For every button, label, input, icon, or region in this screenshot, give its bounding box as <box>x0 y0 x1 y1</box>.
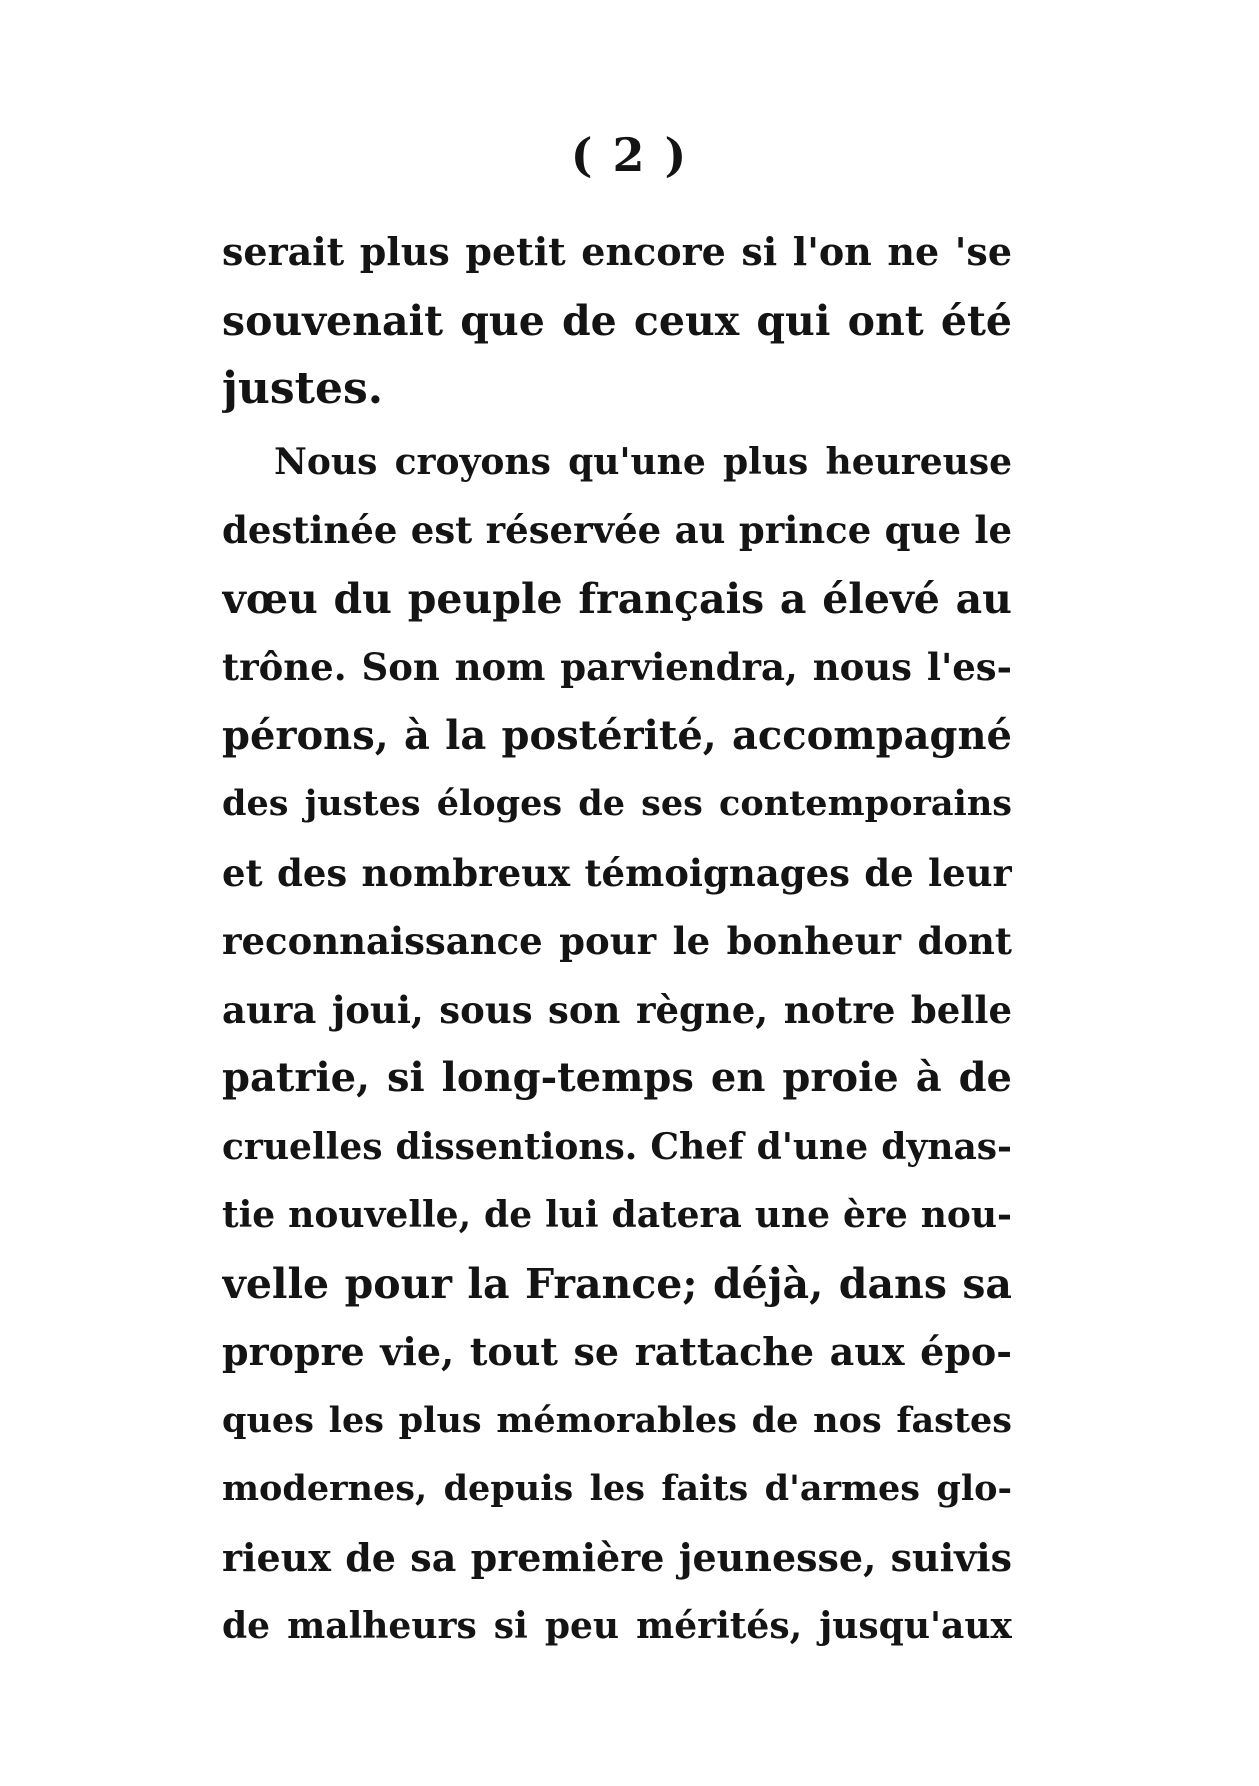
text-line: ques les plus mémorables de nos fastes <box>222 1399 1012 1441</box>
text-line: trône. Son nom parviendra, nous l'es- <box>222 645 1012 689</box>
text-line: tie nouvelle, de lui datera une ère nou- <box>222 1194 1012 1236</box>
text-line: patrie, si long-temps en proie à de <box>222 1054 1012 1101</box>
text-line: de malheurs si peu mérités, jusqu'aux <box>222 1605 1012 1647</box>
text-line: reconnaissance pour le bonheur dont <box>222 919 1012 963</box>
text-line: des justes éloges de ses contemporains <box>222 783 1012 824</box>
text-line: aura joui, sous son règne, notre belle <box>222 987 1012 1032</box>
text-line: serait plus petit encore si l'on ne 'se <box>222 229 1012 274</box>
text-line: modernes, depuis les faits d'armes glo- <box>222 1468 1012 1509</box>
text-line: velle pour la France; déjà, dans sa <box>222 1259 1012 1308</box>
text-line: justes. <box>222 363 384 414</box>
text-line: cruelles dissentions. Chef d'une dynas- <box>222 1125 1012 1168</box>
text-line: souvenait que de ceux qui ont été <box>222 296 1012 345</box>
text-line: destinée est réservée au prince que le <box>222 508 1012 552</box>
body-text <box>222 218 1012 1661</box>
text-line: rieux de sa première jeunesse, suivis <box>222 1534 1012 1580</box>
text-line: vœu du peuple français a élevé au <box>222 574 1012 623</box>
text-line: et des nombreux témoignages de leur <box>222 850 1012 895</box>
text-line: propre vie, tout se rattache aux épo- <box>222 1329 1012 1374</box>
page-number: ( 2 ) <box>570 128 689 182</box>
text-line: pérons, à la postérité, accompagné <box>222 711 1012 759</box>
text-line: Nous croyons qu'une plus heureuse <box>274 440 1012 483</box>
